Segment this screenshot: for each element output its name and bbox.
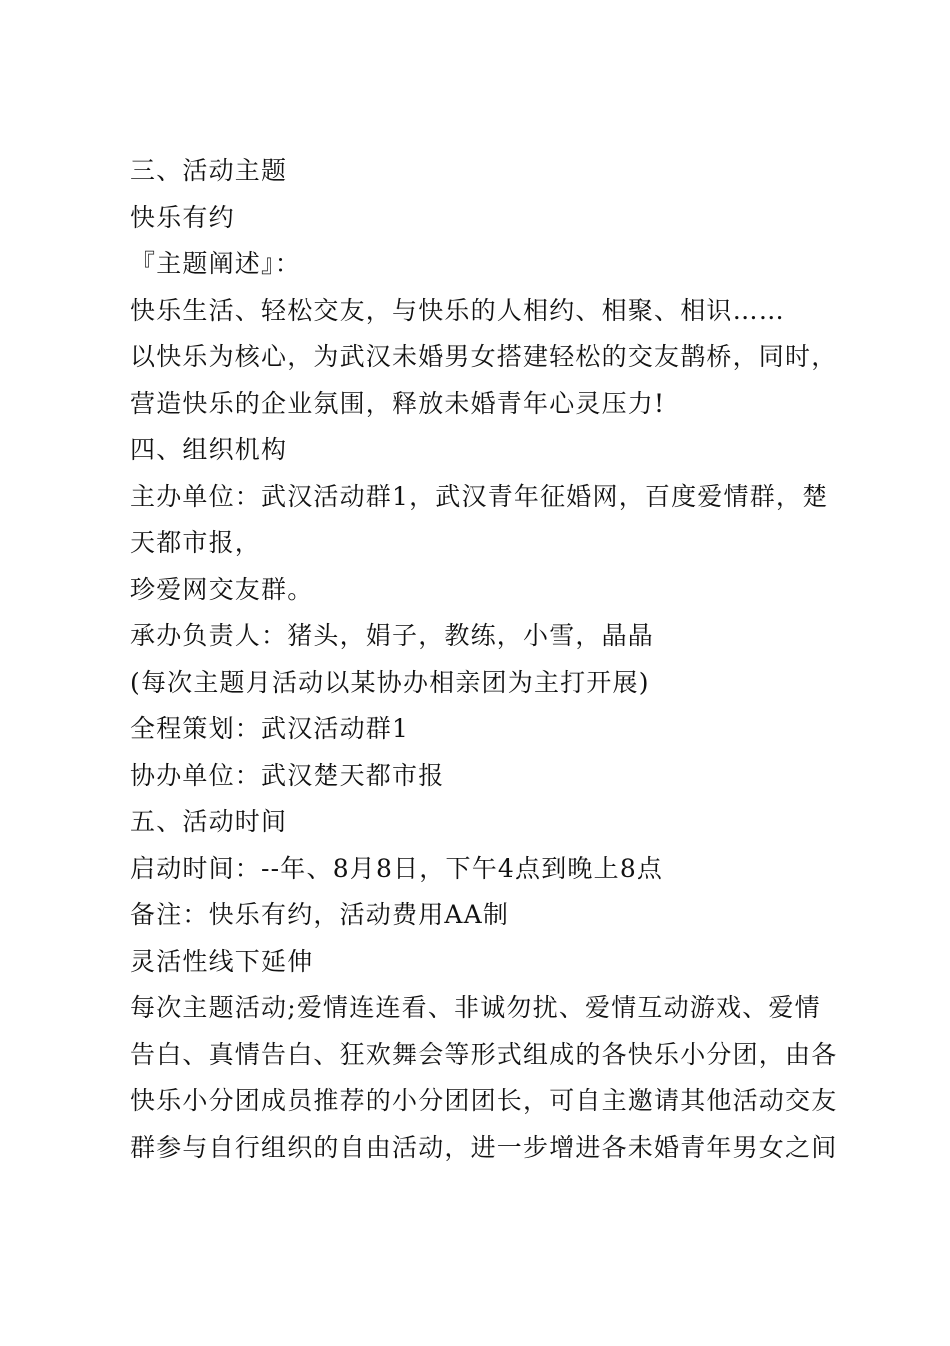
paragraph-line: 快乐小分团成员推荐的小分团团长，可自主邀请其他活动交友 xyxy=(130,1086,838,1115)
paragraph-line: 备注：快乐有约，活动费用AA制 xyxy=(130,900,510,929)
paragraph-line: 珍爱网交友群。 xyxy=(130,574,314,604)
paragraph-line: 群参与自行组织的自由活动，进一步增进各未婚青年男女之间 xyxy=(130,1132,838,1162)
paragraph-line: 以快乐为核心，为武汉未婚男女搭建轻松的交友鹊桥，同时， xyxy=(130,342,838,371)
section-heading-3: 三、活动主题 xyxy=(130,156,288,185)
section-heading-5: 五、活动时间 xyxy=(130,807,288,836)
paragraph-line: 灵活性线下延伸 xyxy=(130,946,314,976)
theme-description-label: 『主题阐述』： xyxy=(130,249,301,278)
paragraph-line: (每次主题月活动以某协办相亲团为主打开展) xyxy=(130,667,650,697)
paragraph-line: 协办单位：武汉楚天都市报 xyxy=(130,760,445,790)
paragraph-line: 天都市报， xyxy=(130,528,262,557)
paragraph-line: 快乐生活、轻松交友，与快乐的人相约、相聚、相识…… xyxy=(130,295,786,325)
paragraph-line: 每次主题活动;爱情连连看、非诚勿扰、爱情互动游戏、爱情 xyxy=(130,993,821,1022)
paragraph-line: 启动时间：--年、8月8日，下午4点到晚上8点 xyxy=(130,853,664,883)
activity-theme-title: 快乐有约 xyxy=(130,202,235,232)
section-heading-4: 四、组织机构 xyxy=(130,435,288,464)
paragraph-line: 主办单位：武汉活动群1，武汉青年征婚网，百度爱情群，楚 xyxy=(130,481,829,511)
paragraph-line: 承办负责人：猪头，娟子，教练，小雪，晶晶 xyxy=(130,621,655,650)
paragraph-line: 告白、真情告白、狂欢舞会等形式组成的各快乐小分团，由各 xyxy=(130,1039,838,1069)
document-body xyxy=(130,148,838,1171)
paragraph-line: 全程策划：武汉活动群1 xyxy=(130,714,410,743)
paragraph-line: 营造快乐的企业氛围，释放未婚青年心灵压力! xyxy=(130,388,666,418)
